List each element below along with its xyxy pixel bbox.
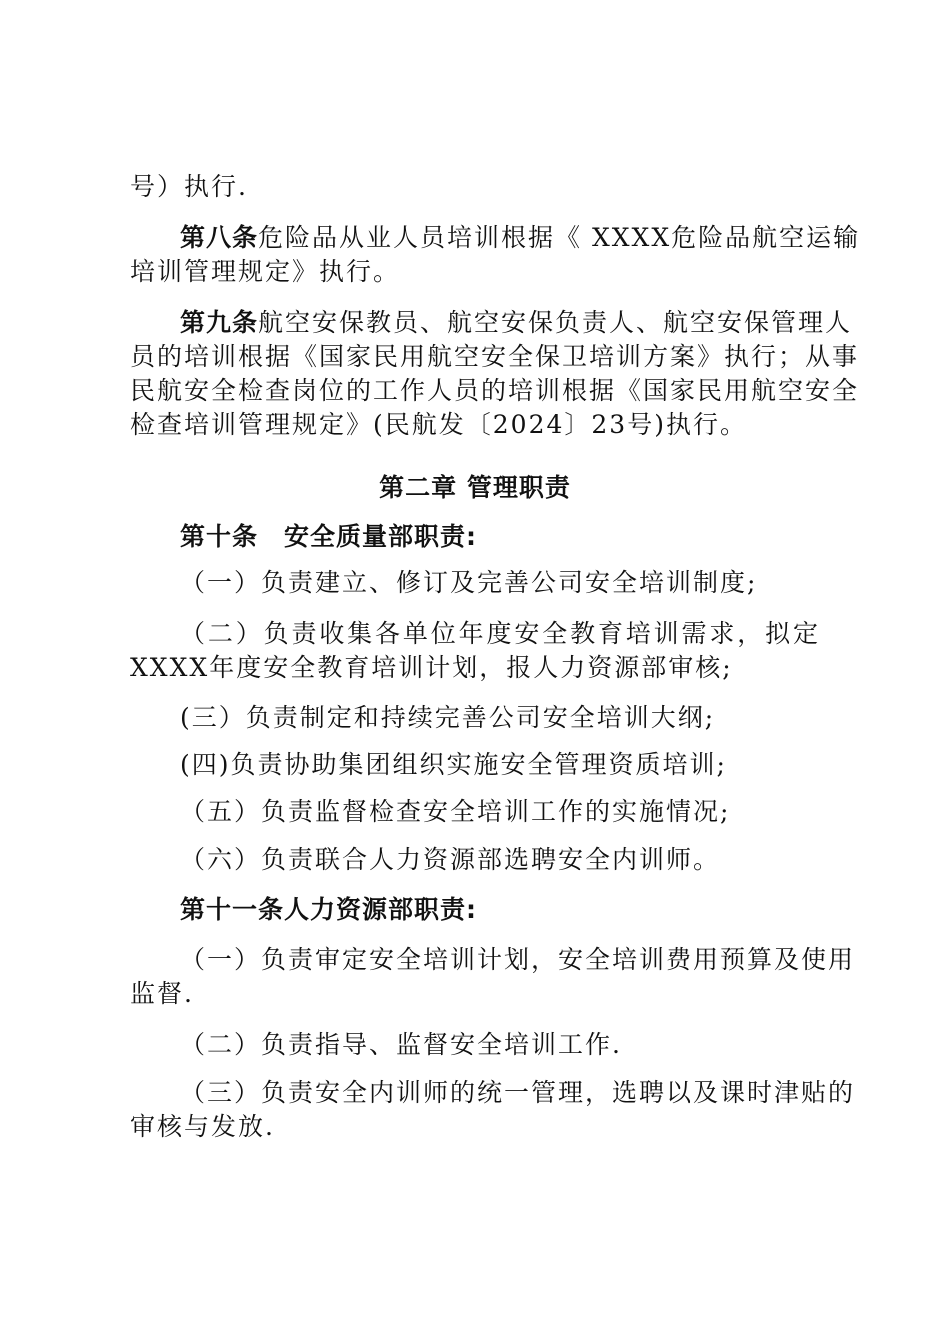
article-11-item-3-line-1: （三）负责安全内训师的统一管理，选聘以及课时津贴的 xyxy=(180,1078,856,1107)
article-10-item-1: （一）负责建立、修订及完善公司安全培训制度; xyxy=(180,568,758,597)
article-9-text-1: 航空安保教员、航空安保负责人、航空安保管理人 xyxy=(258,308,853,337)
article-9-line-4: 检查培训管理规定》(民航发〔2024〕23号)执行。 xyxy=(130,410,747,439)
article-11-item-1-line-1: （一）负责审定安全培训计划，安全培训费用预算及使用 xyxy=(180,945,856,974)
article-8-line-2: 培训管理规定》执行。 xyxy=(130,257,401,286)
article-8-heading: 第八条 xyxy=(180,223,259,252)
article-9-line-1 xyxy=(180,306,853,340)
article-11-heading-line xyxy=(180,893,820,927)
article-11-item-2: （二）负责指导、监督安全培训工作. xyxy=(180,1030,622,1059)
article-10-title: 安全质量部职责: xyxy=(284,522,478,551)
article-10-item-3: (三）负责制定和持续完善公司安全培训大纲; xyxy=(180,703,716,732)
article-8-text-1: 危险品从业人员培训根据《 XXXX危险品航空运输 xyxy=(258,223,861,252)
article-11-heading: 第十一条人力资源部职责: xyxy=(180,895,477,924)
article-11-item-3-line-2: 审核与发放. xyxy=(130,1112,275,1141)
article-10-item-6: （六）负责联合人力资源部选聘安全内训师。 xyxy=(180,845,721,874)
article-9-line-3: 民航安全检查岗位的工作人员的培训根据《国家民用航空安全 xyxy=(130,376,860,405)
continuation-line: 号）执行. xyxy=(130,172,248,201)
article-10-heading-line xyxy=(180,520,820,554)
article-9-line-2: 员的培训根据《国家民用航空安全保卫培训方案》执行；从事 xyxy=(130,342,860,371)
article-10-item-2-line-2: XXXX年度安全教育培训计划，报人力资源部审核; xyxy=(130,653,733,682)
article-10-heading: 第十条 xyxy=(180,522,259,551)
chapter-2-title: 第二章 管理职责 xyxy=(379,473,571,502)
article-11-item-1-line-2: 监督. xyxy=(130,979,194,1008)
article-9-heading: 第九条 xyxy=(180,308,259,337)
article-10-item-5: （五）负责监督检查安全培训工作的实施情况; xyxy=(180,797,731,826)
article-10-item-2-line-1: （二）负责收集各单位年度安全教育培训需求，拟定 xyxy=(180,619,820,648)
article-10-item-4: (四)负责协助集团组织实施安全管理资质培训; xyxy=(180,750,727,779)
article-8-line-1 xyxy=(180,221,861,255)
